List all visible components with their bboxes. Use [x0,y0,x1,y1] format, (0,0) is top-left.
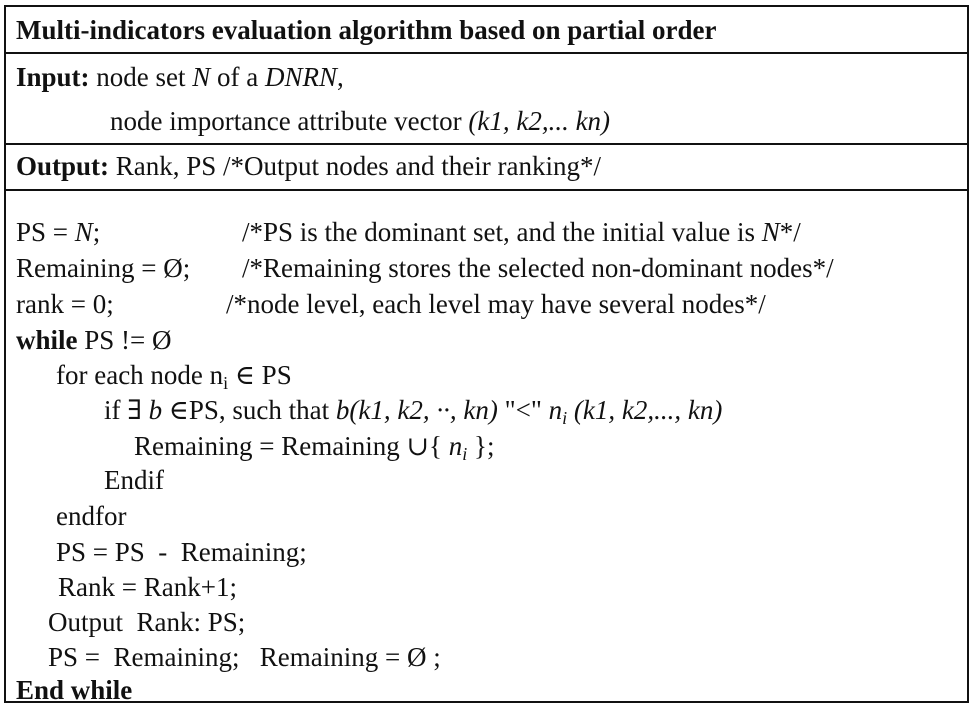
input-var-n: N [192,62,211,92]
algorithm-title: Multi-indicators evaluation algorithm based on partial order [16,15,717,45]
input-line-2 [110,106,610,136]
code-line-3: rank = 0; [16,289,114,319]
code-line-7: Remaining = Remaining ∪{ $n_i$ }; [134,431,495,464]
code-line-4: while PS != Ø [16,325,172,355]
code-line-8: Endif [104,465,164,495]
output-label: Output: [16,151,110,181]
code-line-10: PS = PS - Remaining; [56,537,307,567]
code-line-1: PS = N; [16,217,101,247]
output-text: Rank, PS /*Output nodes and their ranking*/ [109,151,601,181]
input-text: , [337,62,344,92]
code-line-5: for each node $n_i$ ∈ PS [56,360,292,393]
code-line-14: End while [16,675,133,705]
code-line-2: Remaining = Ø; [16,253,191,283]
code-line-6: if ∃ b ∈PS, such that b(k1, k2, ··, kn) "<" $n_i$ (k1, k2,..., kn) [104,395,723,428]
output-section [6,145,967,191]
comment-line-1: /*PS is the dominant set, and the initial value is N*/ [242,217,801,247]
input-text: node importance attribute vector [110,106,469,136]
input-network: DNRN [265,62,338,92]
algorithm-box [4,5,969,703]
input-text: node set [89,62,193,92]
output-line [16,151,601,181]
code-line-11: Rank = Rank+1; [58,572,237,602]
input-text: of a [210,62,266,92]
input-section [6,54,967,145]
input-vector: (k1, k2,... kn) [468,106,611,136]
comment-line-2: /*Remaining stores the selected non-dominant nodes*/ [242,253,834,283]
code-line-12: Output Rank: PS; [48,607,246,637]
title-section [6,7,967,54]
code-line-9: endfor [56,501,127,531]
input-line-1 [16,62,344,92]
comment-line-3: /*node level, each level may have several nodes*/ [226,289,766,319]
input-label: Input: [16,62,90,92]
code-line-13: PS = Remaining; Remaining = Ø ; [48,642,441,672]
